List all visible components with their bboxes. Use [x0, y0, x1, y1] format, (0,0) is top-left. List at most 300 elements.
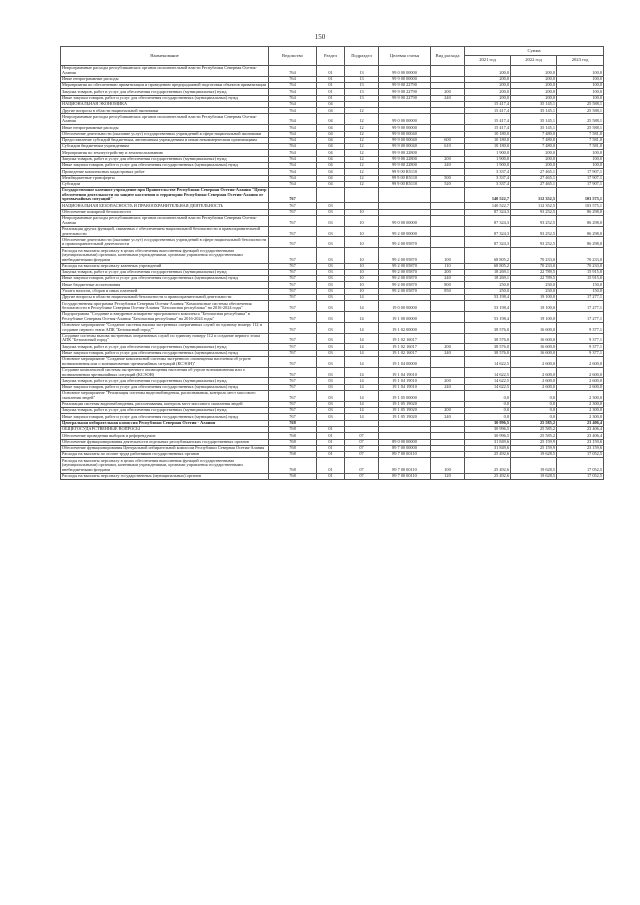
- cell-razdel: 03: [317, 391, 345, 402]
- cell-2021: 38 576,0: [465, 350, 511, 356]
- header-2021: 2021 год: [465, 56, 511, 66]
- cell-cs: 19 1 04 19010: [379, 384, 431, 390]
- cell-2021: 15 417,4: [465, 108, 511, 114]
- cell-name: Закупка товаров, работ и услуг для обеспечения государственных (муниципальных) нужд: [61, 89, 269, 95]
- table-row: [61, 333, 604, 344]
- cell-2022: 93 252,5: [511, 237, 557, 248]
- cell-2021: 25 492,6: [465, 452, 511, 458]
- cell-podrazdel: [345, 188, 379, 203]
- cell-name: ОБЩЕГОСУДАРСТВЕННЫЕ ВОПРОСЫ: [61, 426, 269, 432]
- cell-name: Иные закупки товаров, работ и услуг для обеспечения государственных (муниципальных) нужд: [61, 95, 269, 101]
- cell-name: Субсидии бюджетным учреждениям: [61, 144, 269, 150]
- cell-ved: 768: [269, 426, 317, 432]
- cell-razdel: 03: [317, 384, 345, 390]
- cell-2022: 93 252,5: [511, 209, 557, 215]
- cell-razdel: 01: [317, 66, 345, 77]
- cell-cs: 19 1 05 19020: [379, 414, 431, 420]
- cell-ved: 764: [269, 83, 317, 89]
- cell-cs: 19 1 05 19020: [379, 401, 431, 407]
- cell-vr: [431, 215, 465, 226]
- cell-razdel: 01: [317, 439, 345, 445]
- cell-2023: 17 277,1: [557, 312, 604, 323]
- header-razdel: Раздел: [317, 47, 345, 66]
- cell-ved: 767: [269, 344, 317, 350]
- cell-2022: 2 600,0: [511, 384, 557, 390]
- header-podrazdel: Подраздел: [345, 47, 379, 66]
- cell-2021: 15 417,4: [465, 101, 511, 107]
- cell-2023: 15 915,0: [557, 269, 604, 275]
- cell-razdel: 03: [317, 203, 345, 209]
- cell-2022: 27 465,1: [511, 181, 557, 187]
- cell-2023: 2 300,0: [557, 414, 604, 420]
- cell-cs: 99 9 00 00040: [379, 137, 431, 143]
- cell-podrazdel: 07: [345, 452, 379, 458]
- cell-vr: 200: [431, 344, 465, 350]
- cell-podrazdel: 14: [345, 367, 379, 378]
- cell-podrazdel: 14: [345, 322, 379, 333]
- cell-2022: 200,0: [511, 95, 557, 101]
- cell-ved: 768: [269, 458, 317, 473]
- cell-ved: 764: [269, 144, 317, 150]
- cell-ved: 767: [269, 209, 317, 215]
- cell-razdel: 03: [317, 248, 345, 263]
- cell-name: Подпрограмма "Создание и внедрение аппаратно-программного комплекса "Безопасная республика" в Республике Северная Осетия-Алания "Безопасная республика" на 2016-2024 годы": [61, 312, 269, 323]
- cell-podrazdel: 07: [345, 473, 379, 479]
- cell-name: Закупка товаров, работ и услуг для обеспечения государственных (муниципальных) нужд: [61, 378, 269, 384]
- cell-2021: 53 198,4: [465, 312, 511, 323]
- table-row: [61, 322, 604, 333]
- cell-cs: 99 2 00 05870: [379, 263, 431, 269]
- cell-vr: 240: [431, 414, 465, 420]
- cell-razdel: 03: [317, 276, 345, 282]
- cell-name: Межбюджетные трансферты: [61, 175, 269, 181]
- cell-2023: 100,0: [557, 95, 604, 101]
- cell-cs: 19 1 05 19020: [379, 408, 431, 414]
- cell-2022: 7 480,0: [511, 131, 557, 137]
- cell-vr: [431, 237, 465, 248]
- cell-razdel: 03: [317, 215, 345, 226]
- table-row: [61, 356, 604, 367]
- cell-ved: 768: [269, 452, 317, 458]
- cell-2022: 70 233,0: [511, 263, 557, 269]
- cell-2023: 17 907,1: [557, 181, 604, 187]
- cell-name: Обеспечение пожарной безопасности: [61, 209, 269, 215]
- cell-2021: 1 900,0: [465, 150, 511, 156]
- cell-2022: 19 100,0: [511, 294, 557, 300]
- cell-2023: 70 233,0: [557, 248, 604, 263]
- cell-2021: 18 269,1: [465, 269, 511, 275]
- cell-ved: 767: [269, 301, 317, 312]
- header-ved: Ведомство: [269, 47, 317, 66]
- cell-razdel: 03: [317, 301, 345, 312]
- cell-cs: 99 9 00 22800: [379, 156, 431, 162]
- cell-2021: 87 324,3: [465, 209, 511, 215]
- header-vr: Вид расхода: [431, 47, 465, 66]
- cell-2021: 10 180,0: [465, 131, 511, 137]
- cell-razdel: 03: [317, 414, 345, 420]
- cell-2023: 23 406,4: [557, 420, 604, 426]
- cell-2022: 200,0: [511, 150, 557, 156]
- cell-2023: 86 298,0: [557, 237, 604, 248]
- cell-2021: 140 522,7: [465, 188, 511, 203]
- cell-ved: 767: [269, 312, 317, 323]
- cell-ved: 767: [269, 269, 317, 275]
- cell-podrazdel: 07: [345, 433, 379, 439]
- cell-cs: 99 9 00 00040: [379, 131, 431, 137]
- header-summa: Сумма: [465, 47, 604, 56]
- cell-ved: 767: [269, 350, 317, 356]
- cell-2022: 0,0: [511, 391, 557, 402]
- cell-razdel: 04: [317, 137, 345, 143]
- cell-podrazdel: 12: [345, 175, 379, 181]
- cell-vr: 600: [431, 137, 465, 143]
- cell-razdel: 01: [317, 95, 345, 101]
- cell-podrazdel: 10: [345, 288, 379, 294]
- cell-podrazdel: 13: [345, 95, 379, 101]
- cell-ved: 767: [269, 248, 317, 263]
- cell-2023: 2 300,0: [557, 401, 604, 407]
- cell-name: Основное мероприятие "Создание комплексной системы экстренного оповещения населения об угрозе возникновения или о возникновении чрезвычайных ситуаций (КСЭОН)": [61, 356, 269, 367]
- cell-2021: 1 900,0: [465, 156, 511, 162]
- cell-name: Непрограммные расходы республиканских органов исполнительной власти Республики Северная Осетия-Алания: [61, 215, 269, 226]
- cell-2022: 0,0: [511, 414, 557, 420]
- cell-2021: 87 324,3: [465, 237, 511, 248]
- cell-cs: 19 0 00 00000: [379, 301, 431, 312]
- cell-ved: 767: [269, 414, 317, 420]
- cell-2022: 25 159,9: [511, 439, 557, 445]
- cell-2021: 25 492,6: [465, 473, 511, 479]
- cell-2022: 35 145,1: [511, 101, 557, 107]
- cell-2023: 100,0: [557, 156, 604, 162]
- cell-podrazdel: 12: [345, 125, 379, 131]
- cell-2023: 2 300,0: [557, 408, 604, 414]
- cell-podrazdel: 14: [345, 301, 379, 312]
- cell-ved: 767: [269, 276, 317, 282]
- cell-cs: [379, 188, 431, 203]
- cell-ved: 764: [269, 156, 317, 162]
- cell-2022: 112 352,5: [511, 203, 557, 209]
- header-2023: 2023 год: [557, 56, 604, 66]
- cell-2022: 27 465,1: [511, 169, 557, 175]
- cell-razdel: 03: [317, 294, 345, 300]
- cell-2022: 200,0: [511, 162, 557, 168]
- cell-podrazdel: 10: [345, 263, 379, 269]
- cell-2021: 0,0: [465, 408, 511, 414]
- cell-name: Иные закупки товаров, работ и услуг для обеспечения государственных (муниципальных) нужд: [61, 350, 269, 356]
- cell-razdel: 03: [317, 350, 345, 356]
- cell-ved: 767: [269, 282, 317, 288]
- cell-cs: 99 9 00 22790: [379, 89, 431, 95]
- cell-2023: 15 915,0: [557, 276, 604, 282]
- cell-razdel: 03: [317, 237, 345, 248]
- cell-2022: 2 600,0: [511, 378, 557, 384]
- cell-cs: 19 1 05 00000: [379, 391, 431, 402]
- page-number: 150: [314, 33, 326, 41]
- cell-cs: 99 0 00 00000: [379, 114, 431, 125]
- cell-name: Мероприятия по землеустройству и землепользованию: [61, 150, 269, 156]
- cell-podrazdel: 12: [345, 131, 379, 137]
- cell-name: Создание системы вызова экстренных оперативных служб по единому номеру 112 и создание первого этапа АПК "Безопасный город": [61, 333, 269, 344]
- cell-vr: 850: [431, 288, 465, 294]
- cell-podrazdel: 14: [345, 333, 379, 344]
- cell-vr: [431, 367, 465, 378]
- cell-razdel: 03: [317, 378, 345, 384]
- cell-2021: 3 337,4: [465, 169, 511, 175]
- cell-ved: 767: [269, 322, 317, 333]
- cell-podrazdel: 10: [345, 282, 379, 288]
- cell-razdel: 04: [317, 108, 345, 114]
- cell-podrazdel: 07: [345, 445, 379, 451]
- cell-ved: 764: [269, 150, 317, 156]
- cell-2022: 0,0: [511, 408, 557, 414]
- header-cs: Целевая статья: [379, 47, 431, 66]
- cell-name: Обеспечение деятельности (оказание услуг) государственных учреждений в сфере национальной экономики: [61, 131, 269, 137]
- cell-podrazdel: 14: [345, 384, 379, 390]
- table-row: [61, 367, 604, 378]
- cell-razdel: 04: [317, 175, 345, 181]
- cell-2022: 19 100,0: [511, 312, 557, 323]
- cell-podrazdel: 12: [345, 150, 379, 156]
- cell-2023: 17 277,1: [557, 301, 604, 312]
- cell-vr: [431, 312, 465, 323]
- cell-ved: 767: [269, 367, 317, 378]
- cell-2022: 7 480,0: [511, 137, 557, 143]
- cell-ved: 767: [269, 215, 317, 226]
- cell-name: Основное мероприятие "Реализация системы видеонаблюдения, распознавания, контроль мест массового скопления людей": [61, 391, 269, 402]
- cell-cs: 99 2 00 05870: [379, 288, 431, 294]
- cell-2022: 19 628,5: [511, 458, 557, 473]
- cell-2022: 230,0: [511, 282, 557, 288]
- cell-2023: 86 298,0: [557, 209, 604, 215]
- cell-2021: 14 622,5: [465, 356, 511, 367]
- cell-vr: 240: [431, 276, 465, 282]
- cell-ved: 767: [269, 288, 317, 294]
- cell-podrazdel: 12: [345, 114, 379, 125]
- cell-razdel: 01: [317, 426, 345, 432]
- cell-2022: 7 480,0: [511, 144, 557, 150]
- cell-2022: 27 465,1: [511, 175, 557, 181]
- cell-razdel: 01: [317, 89, 345, 95]
- cell-2022: 230,0: [511, 288, 557, 294]
- cell-ved: 767: [269, 263, 317, 269]
- cell-razdel: 04: [317, 162, 345, 168]
- cell-2021: 200,0: [465, 83, 511, 89]
- cell-cs: 19 1 04 19010: [379, 367, 431, 378]
- cell-name: Закупка товаров, работ и услуг для обеспечения государственных (муниципальных) нужд: [61, 408, 269, 414]
- cell-2023: 86 298,0: [557, 226, 604, 237]
- cell-podrazdel: 13: [345, 83, 379, 89]
- cell-podrazdel: 10: [345, 215, 379, 226]
- header-2022: 2022 год: [511, 56, 557, 66]
- cell-vr: 200: [431, 89, 465, 95]
- cell-ved: 768: [269, 420, 317, 426]
- table-row: [61, 458, 604, 473]
- cell-ved: 764: [269, 76, 317, 82]
- cell-2021: 1 900,0: [465, 162, 511, 168]
- table-row: [61, 391, 604, 402]
- cell-name: Иные бюджетные ассигнования: [61, 282, 269, 288]
- cell-name: Расходы на выплаты персоналу в целях обеспечения выполнения функций государственными (муниципальными) органами, казенными учреждениями, органами управления государственными внебюджетными фондами: [61, 458, 269, 473]
- cell-ved: 767: [269, 408, 317, 414]
- cell-vr: [431, 226, 465, 237]
- cell-razdel: 03: [317, 367, 345, 378]
- cell-cs: 99 2 00 05870: [379, 269, 431, 275]
- cell-2022: 200,0: [511, 89, 557, 95]
- cell-cs: 99 2 00 05870: [379, 248, 431, 263]
- cell-2022: 35 145,1: [511, 125, 557, 131]
- cell-podrazdel: 12: [345, 169, 379, 175]
- cell-2023: 23 159,6: [557, 439, 604, 445]
- cell-podrazdel: 14: [345, 378, 379, 384]
- cell-podrazdel: 13: [345, 76, 379, 82]
- cell-2022: 19 100,0: [511, 301, 557, 312]
- cell-2021: 25 492,6: [465, 458, 511, 473]
- cell-razdel: 03: [317, 333, 345, 344]
- cell-cs: 99 9 00 00000: [379, 76, 431, 82]
- cell-2023: 70 233,0: [557, 263, 604, 269]
- cell-ved: 764: [269, 131, 317, 137]
- cell-vr: [431, 391, 465, 402]
- cell-name: Расходы на выплаты по оплате труда работников государственных органов: [61, 452, 269, 458]
- cell-cs: 99 9 00 R5110: [379, 181, 431, 187]
- cell-2021: 31 849,6: [465, 445, 511, 451]
- cell-name: Обеспечение деятельности (оказание услуг) государственных учреждений в сфере национальной безопасности и правоохранительной деятельности: [61, 237, 269, 248]
- cell-2022: 93 252,5: [511, 226, 557, 237]
- cell-2023: 25 588,1: [557, 125, 604, 131]
- cell-2022: 25 585,2: [511, 433, 557, 439]
- cell-2023: 25 588,1: [557, 101, 604, 107]
- cell-2023: 17 052,5: [557, 458, 604, 473]
- table-row: [61, 248, 604, 263]
- cell-podrazdel: 14: [345, 414, 379, 420]
- cell-podrazdel: 14: [345, 350, 379, 356]
- cell-cs: 99 9 00 00040: [379, 144, 431, 150]
- cell-ved: 768: [269, 473, 317, 479]
- cell-razdel: 03: [317, 282, 345, 288]
- cell-name: Центральная избирательная комиссия Республики Северная Осетия - Алания: [61, 420, 269, 426]
- cell-podrazdel: 12: [345, 181, 379, 187]
- cell-ved: 764: [269, 181, 317, 187]
- cell-2022: 16 600,0: [511, 333, 557, 344]
- cell-razdel: 03: [317, 401, 345, 407]
- table-row: [61, 312, 604, 323]
- cell-podrazdel: 12: [345, 156, 379, 162]
- cell-2023: 2 600,0: [557, 378, 604, 384]
- cell-razdel: 01: [317, 452, 345, 458]
- cell-vr: 100: [431, 458, 465, 473]
- cell-cs: 99 9 00 22790: [379, 95, 431, 101]
- cell-razdel: 04: [317, 144, 345, 150]
- cell-vr: [431, 301, 465, 312]
- cell-2022: 200,0: [511, 156, 557, 162]
- cell-2021: 53 198,4: [465, 301, 511, 312]
- cell-razdel: 04: [317, 101, 345, 107]
- cell-razdel: 03: [317, 226, 345, 237]
- cell-razdel: 04: [317, 131, 345, 137]
- cell-2021: 200,0: [465, 66, 511, 77]
- cell-cs: 19 1 04 00000: [379, 356, 431, 367]
- cell-2022: 19 628,5: [511, 452, 557, 458]
- cell-ved: 767: [269, 384, 317, 390]
- cell-ved: 768: [269, 445, 317, 451]
- cell-name: Иные закупки товаров, работ и услуг для обеспечения государственных (муниципальных) нужд: [61, 162, 269, 168]
- cell-2023: 17 907,1: [557, 169, 604, 175]
- cell-vr: [431, 322, 465, 333]
- cell-vr: 200: [431, 156, 465, 162]
- cell-ved: 764: [269, 137, 317, 143]
- cell-vr: 200: [431, 269, 465, 275]
- cell-vr: [431, 188, 465, 203]
- cell-name: Иные закупки товаров, работ и услуг для обеспечения государственных (муниципальных) нужд: [61, 384, 269, 390]
- cell-2023: 25 588,1: [557, 108, 604, 114]
- cell-podrazdel: 10: [345, 237, 379, 248]
- cell-2021: 18 269,1: [465, 276, 511, 282]
- cell-cs: 99 2 00 05870: [379, 237, 431, 248]
- cell-2021: 0,0: [465, 401, 511, 407]
- cell-2022: 93 252,5: [511, 215, 557, 226]
- cell-cs: 19 1 02 16017: [379, 350, 431, 356]
- cell-name: Иные непрограммные расходы: [61, 76, 269, 82]
- table-row: [61, 215, 604, 226]
- cell-2021: 31 849,6: [465, 439, 511, 445]
- cell-ved: 764: [269, 66, 317, 77]
- cell-2023: 9 377,1: [557, 333, 604, 344]
- cell-2021: 200,0: [465, 89, 511, 95]
- cell-name: Закупка товаров, работ и услуг для обеспечения государственных (муниципальных) нужд: [61, 156, 269, 162]
- cell-podrazdel: 07: [345, 458, 379, 473]
- table-row: [61, 226, 604, 237]
- cell-vr: 500: [431, 175, 465, 181]
- cell-2021: 68 805,2: [465, 263, 511, 269]
- cell-name: Другие вопросы в области национальной безопасности и правоохранительной деятельности: [61, 294, 269, 300]
- cell-razdel: 01: [317, 83, 345, 89]
- cell-name: Непрограммные расходы республиканских органов исполнительной власти Республики Северная Осетия-Алания: [61, 66, 269, 77]
- cell-podrazdel: 14: [345, 312, 379, 323]
- cell-2022: 22 789,5: [511, 269, 557, 275]
- cell-name: Иные непрограммные расходы: [61, 125, 269, 131]
- cell-razdel: 03: [317, 269, 345, 275]
- cell-podrazdel: 13: [345, 66, 379, 77]
- table-row: [61, 114, 604, 125]
- cell-cs: 99 9 00 R5110: [379, 175, 431, 181]
- cell-ved: 767: [269, 188, 317, 203]
- cell-cs: 89 7 00 00110: [379, 458, 431, 473]
- cell-2022: 35 145,1: [511, 108, 557, 114]
- cell-ved: 768: [269, 433, 317, 439]
- cell-ved: 764: [269, 108, 317, 114]
- cell-2023: 86 298,0: [557, 215, 604, 226]
- cell-cs: 99 0 00 00000: [379, 66, 431, 77]
- cell-vr: 240: [431, 95, 465, 101]
- cell-2023: 100,0: [557, 66, 604, 77]
- cell-2021: 30 996,5: [465, 420, 511, 426]
- cell-cs: 19 1 00 00000: [379, 312, 431, 323]
- cell-ved: 767: [269, 237, 317, 248]
- cell-vr: [431, 114, 465, 125]
- cell-name: Обеспечение функционирования Центральной избирательной комиссии Республики Северная Осетия-Алания: [61, 445, 269, 451]
- cell-2021: 0,0: [465, 414, 511, 420]
- cell-ved: 764: [269, 89, 317, 95]
- cell-2021: 140 522,7: [465, 203, 511, 209]
- cell-podrazdel: 12: [345, 108, 379, 114]
- cell-name: Расходы на выплаты персоналу в целях обеспечения выполнения функций государственными (муниципальными) органами, казенными учреждениями, органами управления государственными внебюджетными фондами: [61, 248, 269, 263]
- cell-2022: 112 352,5: [511, 188, 557, 203]
- cell-name: Иные закупки товаров, работ и услуг для обеспечения государственных (муниципальных) нужд: [61, 276, 269, 282]
- cell-podrazdel: 12: [345, 144, 379, 150]
- cell-2021: 68 805,2: [465, 248, 511, 263]
- cell-cs: 99 0 00 00000: [379, 215, 431, 226]
- cell-2022: 25 159,9: [511, 445, 557, 451]
